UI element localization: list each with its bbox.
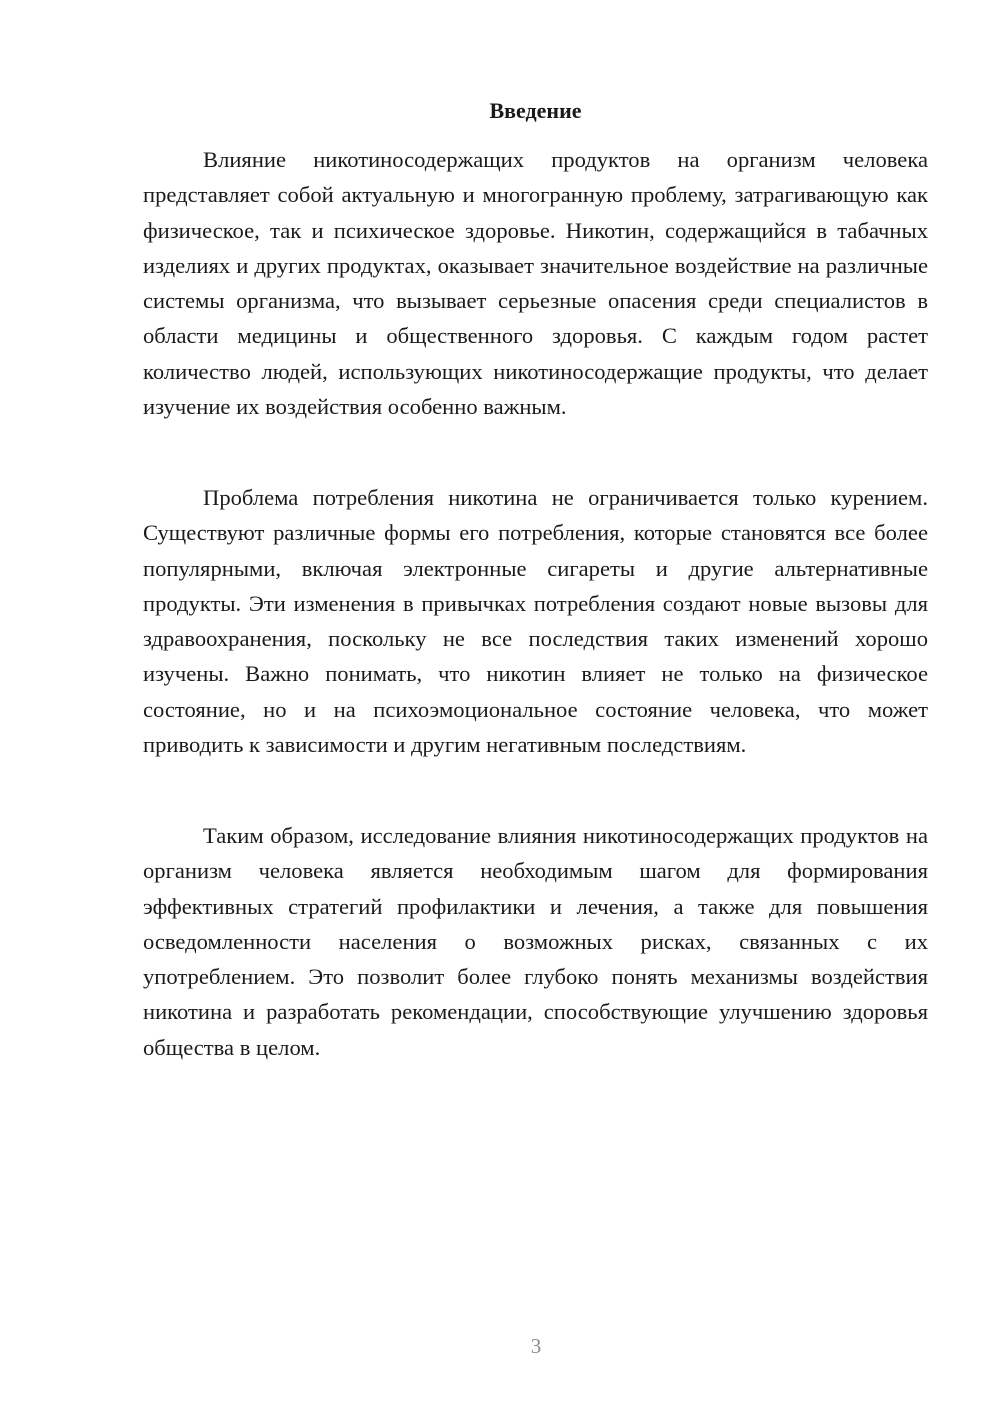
section-title: Введение [489,98,582,123]
paragraph-1: Влияние никотиносодержащих продуктов на организм человека представляет собой актуальную и многогранную проблему, затрагивающую как физическое, так и психическое здоровье. Никотин, содержащийся в табачных изделиях и других продуктах, оказывает значительное воздействие на различные системы организма, что вызывает серьезные опасения среди специалистов в области медицины и общественного здоровья. С каждым годом растет количество людей, использующих никотиносодержащие продукты, что делает изучение их воздействия особенно важным. [143,147,928,420]
page-number: 3 [530,1334,542,1358]
paragraph-2: Проблема потребления никотина не ограничивается только курением. Существуют различные формы его потребления, которые становятся все более популярными, включая электронные сигареты и другие альтернативные продукты. Эти изменения в привычках потребления создают новые вызовы для здравоохранения, поскольку не все последствия таких изменений хорошо изучены. Важно понимать, что никотин влияет не только на физическое состояние, но и на психоэмоциональное состояние человека, что может приводить к зависимости и другим негативным последствиям. [143,485,928,758]
paragraph-3: Таким образом, исследование влияния никотиносодержащих продуктов на организм человека является необходимым шагом для формирования эффективных стратегий профилактики и лечения, а также для повышения осведомленности населения о возможных рисках, связанных с их употреблением. Это позволит более глубоко понять механизмы воздействия никотина и разработать рекомендации, способствующие улучшению здоровья общества в целом. [143,823,928,1060]
